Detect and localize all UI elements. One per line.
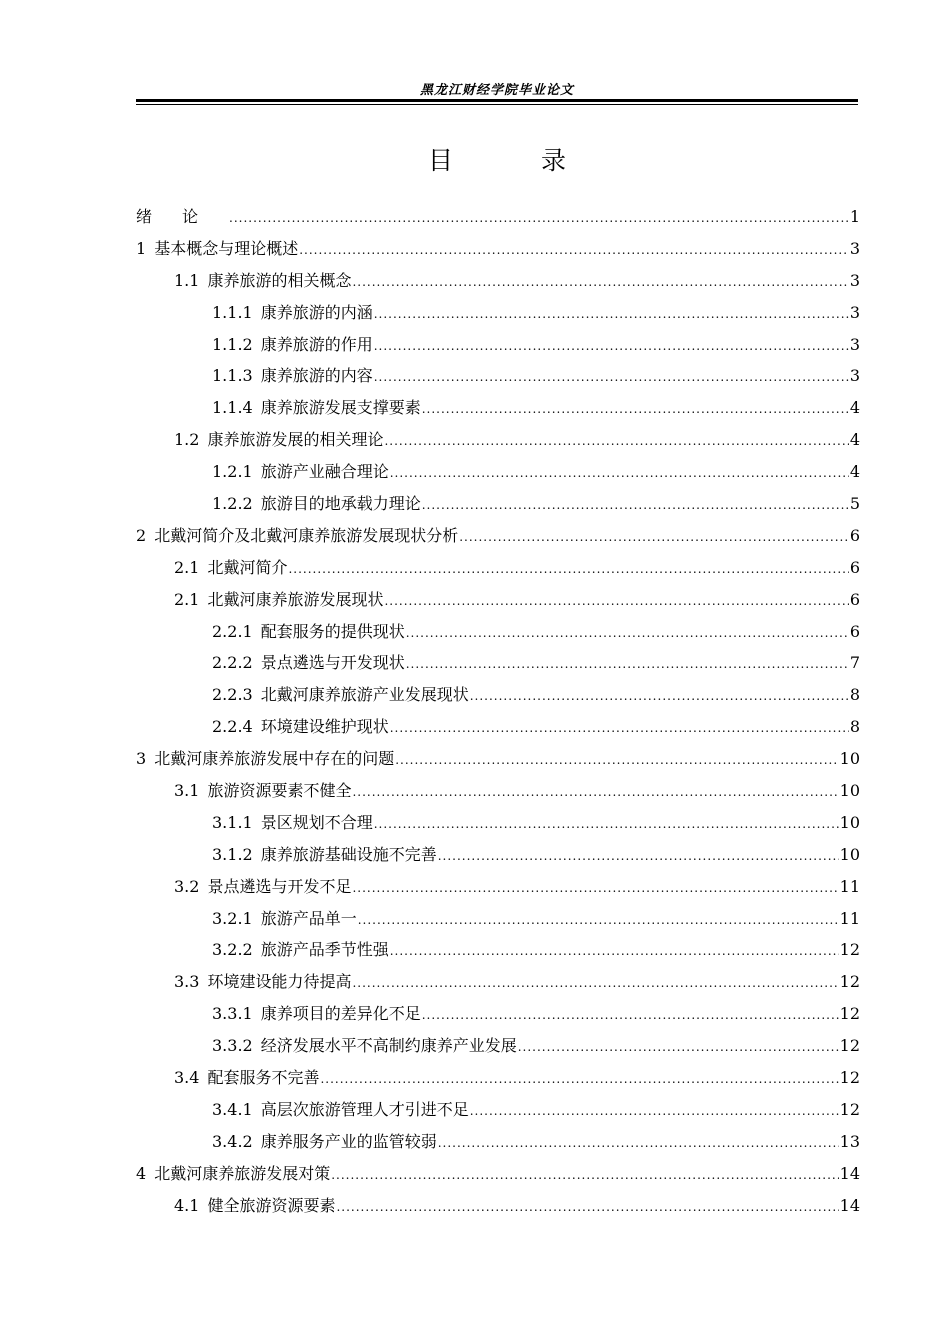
toc-entry[interactable]: [136, 679, 860, 711]
toc-entry-number: 3.3.2: [212, 1036, 253, 1056]
toc-entry-title: 康养旅游的相关概念: [207, 270, 352, 290]
toc-entry-number: 3.1: [174, 781, 200, 801]
dot-leader: [374, 331, 849, 363]
toc-entry-page-number: 3: [849, 238, 860, 258]
dot-leader: [390, 458, 849, 490]
toc-entry-page-number: 4: [849, 430, 860, 450]
toc-entry-title: 北戴河简介及北戴河康养旅游发展现状分析: [154, 525, 459, 545]
toc-entry-title: 旅游产业融合理论: [260, 462, 389, 482]
toc-entry-page-number: 6: [849, 621, 860, 641]
toc-entry-page-number: 3: [849, 334, 860, 354]
toc-entry[interactable]: [136, 1190, 860, 1222]
toc-entry-number: 3.1.1: [212, 812, 253, 832]
dot-leader: [229, 203, 849, 235]
toc-entry-title: 环境建设维护现状: [260, 717, 389, 737]
toc-entry-number: 3: [136, 749, 147, 769]
toc-entry-number: 3.2: [174, 876, 200, 896]
toc-entry-title: 健全旅游资源要素: [207, 1195, 336, 1215]
toc-entry-title: 旅游资源要素不健全: [207, 781, 352, 801]
toc-entry-page-number: 5: [849, 494, 860, 514]
toc-entry-title: 北戴河康养旅游产业发展现状: [260, 685, 469, 705]
toc-entry-page-number: 11: [839, 908, 860, 928]
dot-leader: [390, 936, 839, 968]
dot-leader: [352, 873, 838, 905]
toc-entry-page-number: 11: [839, 876, 860, 896]
dot-leader: [336, 1192, 838, 1224]
toc-entry-title: 环境建设能力待提高: [207, 972, 352, 992]
toc-entry-number: 3.3.1: [212, 1004, 253, 1024]
toc-entry-page-number: 10: [839, 812, 860, 832]
toc-entry[interactable]: [136, 233, 860, 265]
toc-entry[interactable]: [136, 297, 860, 329]
toc-entry-page-number: 12: [839, 972, 860, 992]
dot-leader: [459, 522, 849, 554]
toc-entry-number: 3.4.2: [212, 1131, 253, 1151]
toc-entry-title: 景点遴选与开发现状: [260, 653, 405, 673]
toc-entry-title: 旅游产品季节性强: [260, 940, 389, 960]
toc-entry-number: 1.1.3: [212, 366, 253, 386]
dot-leader: [299, 235, 849, 267]
toc-entry-title: 康养旅游发展的相关理论: [207, 430, 384, 450]
toc-entry-number: 1.1: [174, 270, 200, 290]
toc-entry-page-number: 12: [839, 940, 860, 960]
toc-entry-number: 2.1: [174, 589, 200, 609]
header-rule-thick: [136, 99, 858, 102]
toc-entry-number: 3.1.2: [212, 844, 253, 864]
toc-entry[interactable]: [136, 201, 860, 233]
dot-leader: [406, 649, 849, 681]
toc-entry-page-number: 7: [849, 653, 860, 673]
dot-leader: [384, 426, 848, 458]
toc-entry[interactable]: [136, 488, 860, 520]
dot-leader: [374, 299, 849, 331]
toc-entry-title: 康养旅游的作用: [260, 334, 373, 354]
table-of-contents: [136, 201, 860, 1222]
toc-title: 目 录: [428, 146, 606, 175]
toc-entry-number: 3.2.2: [212, 940, 253, 960]
toc-entry-title: 景区规划不合理: [260, 812, 373, 832]
toc-entry-page-number: 4: [849, 398, 860, 418]
toc-entry-number: 3.4.1: [212, 1099, 253, 1119]
toc-entry[interactable]: [136, 616, 860, 648]
toc-entry-title: 绪论: [136, 207, 229, 226]
dot-leader: [406, 618, 849, 650]
toc-entry[interactable]: [136, 456, 860, 488]
toc-entry-page-number: 12: [839, 1099, 860, 1119]
toc-entry-page-number: 6: [849, 589, 860, 609]
toc-entry-page-number: 3: [849, 302, 860, 322]
toc-entry-title: 配套服务不完善: [207, 1068, 320, 1088]
toc-entry-number: 2.1: [174, 557, 200, 577]
toc-entry-title: 旅游产品单一: [260, 908, 357, 928]
toc-entry[interactable]: [136, 520, 860, 552]
toc-entry[interactable]: [136, 807, 860, 839]
toc-entry[interactable]: [136, 711, 860, 743]
toc-entry[interactable]: [136, 1062, 860, 1094]
toc-entry-number: 3.2.1: [212, 908, 253, 928]
toc-entry[interactable]: [136, 934, 860, 966]
dot-leader: [422, 1000, 839, 1032]
dot-leader: [390, 713, 849, 745]
dot-leader: [422, 490, 849, 522]
toc-entry-number: 2.2.2: [212, 653, 253, 673]
toc-entry-page-number: 8: [849, 717, 860, 737]
toc-entry[interactable]: [136, 392, 860, 424]
toc-entry-number: 2.2.4: [212, 717, 253, 737]
dot-leader: [374, 362, 849, 394]
header-rule-thin: [136, 104, 858, 105]
toc-entry[interactable]: [136, 552, 860, 584]
dot-leader: [320, 1064, 838, 1096]
dot-leader: [374, 809, 839, 841]
toc-entry-page-number: 13: [839, 1131, 860, 1151]
toc-entry[interactable]: [136, 1030, 860, 1062]
toc-entry[interactable]: [136, 584, 860, 616]
toc-entry-page-number: 4: [849, 462, 860, 482]
toc-entry-title: 康养服务产业的监管较弱: [260, 1131, 437, 1151]
toc-entry[interactable]: [136, 903, 860, 935]
toc-entry-title: 基本概念与理论概述: [154, 238, 299, 258]
toc-entry-page-number: 12: [839, 1004, 860, 1024]
toc-entry[interactable]: [136, 998, 860, 1030]
toc-entry-page-number: 8: [849, 685, 860, 705]
toc-entry[interactable]: [136, 424, 860, 456]
dot-leader: [288, 554, 848, 586]
dot-leader: [518, 1032, 839, 1064]
toc-entry-page-number: 10: [839, 844, 860, 864]
toc-entry-title: 旅游目的地承载力理论: [260, 494, 421, 514]
toc-entry[interactable]: [136, 360, 860, 392]
toc-entry-page-number: 3: [849, 270, 860, 290]
toc-entry-page-number: 3: [849, 366, 860, 386]
toc-entry-number: 1.1.1: [212, 302, 253, 322]
toc-entry[interactable]: [136, 966, 860, 998]
toc-entry-title: 配套服务的提供现状: [260, 621, 405, 641]
dot-leader: [470, 1096, 839, 1128]
toc-entry-page-number: 14: [839, 1163, 860, 1183]
toc-entry-title: 康养项目的差异化不足: [260, 1004, 421, 1024]
toc-entry[interactable]: [136, 265, 860, 297]
toc-entry-title: 高层次旅游管理人才引进不足: [260, 1099, 469, 1119]
dot-leader: [384, 586, 848, 618]
toc-entry-page-number: 6: [849, 557, 860, 577]
toc-entry-number: 1: [136, 238, 147, 258]
toc-entry-page-number: 6: [849, 525, 860, 545]
toc-entry-page-number: 14: [839, 1195, 860, 1215]
toc-entry-title: 北戴河康养旅游发展现状: [207, 589, 384, 609]
toc-entry-number: 1.2.1: [212, 462, 253, 482]
toc-entry-page-number: 12: [839, 1036, 860, 1056]
toc-entry-title: 景点遴选与开发不足: [207, 876, 352, 896]
toc-entry-number: 2.2.1: [212, 621, 253, 641]
toc-entry[interactable]: [136, 647, 860, 679]
toc-entry[interactable]: [136, 839, 860, 871]
dot-leader: [352, 968, 838, 1000]
toc-entry-title: 北戴河康养旅游发展中存在的问题: [154, 749, 395, 769]
toc-entry-number: 4.1: [174, 1195, 200, 1215]
dot-leader: [438, 1128, 839, 1160]
toc-entry-number: 2.2.3: [212, 685, 253, 705]
toc-entry-title: 康养旅游的内涵: [260, 302, 373, 322]
toc-entry-page-number: 1: [849, 207, 860, 226]
toc-entry-number: 1.1.4: [212, 398, 253, 418]
dot-leader: [422, 394, 849, 426]
toc-entry[interactable]: [136, 775, 860, 807]
toc-entry-page-number: 10: [839, 749, 860, 769]
toc-entry-page-number: 12: [839, 1068, 860, 1088]
toc-entry-title: 经济发展水平不高制约康养产业发展: [260, 1036, 517, 1056]
toc-entry[interactable]: [136, 1126, 860, 1158]
running-header: 黑龙江财经学院毕业论文: [419, 83, 574, 98]
dot-leader: [352, 777, 838, 809]
toc-entry[interactable]: [136, 871, 860, 903]
toc-entry-title: 北戴河简介: [207, 557, 288, 577]
dot-leader: [470, 681, 849, 713]
toc-entry-title: 康养旅游基础设施不完善: [260, 844, 437, 864]
toc-entry-number: 1.2: [174, 430, 200, 450]
toc-entry-number: 4: [136, 1163, 147, 1183]
toc-entry-title: 北戴河康养旅游发展对策: [154, 1163, 331, 1183]
toc-entry-number: 1.2.2: [212, 494, 253, 514]
dot-leader: [438, 841, 839, 873]
toc-entry-title: 康养旅游发展支撑要素: [260, 398, 421, 418]
toc-entry-number: 2: [136, 525, 147, 545]
toc-entry-page-number: 10: [839, 781, 860, 801]
dot-leader: [358, 905, 839, 937]
toc-entry[interactable]: [136, 1094, 860, 1126]
toc-entry-title: 康养旅游的内容: [260, 366, 373, 386]
dot-leader: [352, 267, 848, 299]
toc-entry[interactable]: [136, 743, 860, 775]
toc-entry-number: 3.3: [174, 972, 200, 992]
dot-leader: [331, 1160, 838, 1192]
toc-entry[interactable]: [136, 1158, 860, 1190]
toc-entry[interactable]: [136, 329, 860, 361]
toc-entry-number: 1.1.2: [212, 334, 253, 354]
toc-entry-number: 3.4: [174, 1068, 200, 1088]
dot-leader: [395, 745, 838, 777]
